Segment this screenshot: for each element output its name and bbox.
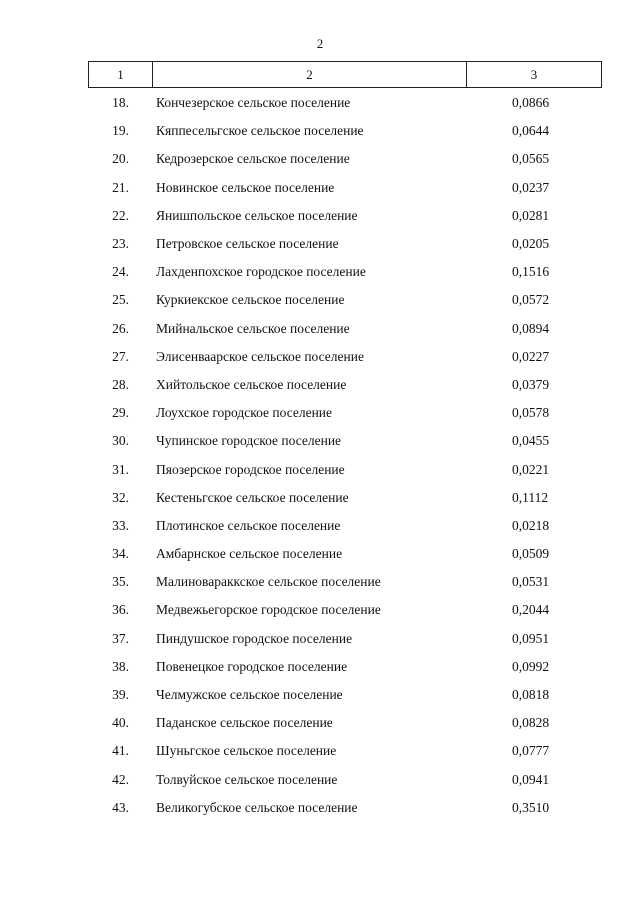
coefficient-value: 0,0578 (512, 405, 550, 421)
row-number: 31. (112, 461, 129, 477)
row-number: 33. (112, 517, 129, 533)
table-row (88, 766, 602, 794)
table-row (88, 540, 602, 568)
table-row (88, 794, 602, 822)
row-number: 40. (112, 715, 129, 731)
settlement-name: Мийнальское сельское поселение (156, 320, 350, 336)
settlement-name: Медвежьегорское городское поселение (156, 602, 381, 618)
settlement-name: Кестеньгское сельское поселение (156, 489, 349, 505)
settlement-name: Великогубское сельское поселение (156, 799, 358, 815)
coefficient-value: 0,0531 (512, 574, 550, 590)
settlement-name: Шуньгское сельское поселение (156, 743, 337, 759)
settlement-name: Лоухское городское поселение (156, 405, 333, 421)
table-row (88, 174, 602, 202)
coefficient-value: 0,0941 (512, 771, 550, 787)
coefficient-value: 0,0221 (512, 461, 550, 477)
table-row (88, 202, 602, 230)
row-number: 27. (112, 348, 129, 364)
table-row (88, 625, 602, 653)
settlement-name: Толвуйское сельское поселение (156, 771, 338, 787)
row-number: 39. (112, 687, 129, 703)
settlement-name: Повенецкое городское поселение (156, 658, 348, 674)
row-number: 24. (112, 264, 129, 280)
settlement-name: Пяозерское городское поселение (156, 461, 345, 477)
coefficient-value: 0,0218 (512, 517, 550, 533)
table-row (88, 399, 602, 427)
settlement-name: Малиновараккское сельское поселение (156, 574, 381, 590)
row-number: 38. (112, 658, 129, 674)
table-row (88, 653, 602, 681)
coefficient-value: 0,0281 (512, 207, 550, 223)
page-number: 2 (316, 36, 324, 51)
row-number: 37. (112, 630, 129, 646)
settlement-name: Лахденпохское городское поселение (156, 264, 366, 280)
coefficient-value: 0,1112 (512, 489, 549, 505)
column-header-3: 3 (530, 66, 538, 82)
coefficient-value: 0,0379 (512, 376, 550, 392)
settlement-name: Паданское сельское поселение (156, 715, 333, 731)
row-number: 29. (112, 405, 129, 421)
settlement-name: Петровское сельское поселение (156, 236, 339, 252)
coefficient-value: 0,3510 (512, 799, 550, 815)
coefficient-value: 0,2044 (512, 602, 550, 618)
row-number: 18. (112, 95, 129, 111)
settlement-name: Амбарнское сельское поселение (156, 546, 343, 562)
settlement-name: Челмужское сельское поселение (156, 687, 343, 703)
table-row (88, 596, 602, 624)
settlement-name: Хийтольское сельское поселение (156, 376, 347, 392)
row-number: 25. (112, 292, 129, 308)
table-row (88, 89, 602, 117)
row-number: 34. (112, 546, 129, 562)
settlement-name: Куркиекское сельское поселение (156, 292, 345, 308)
coefficient-value: 0,0777 (512, 743, 550, 759)
row-number: 32. (112, 489, 129, 505)
table-row (88, 145, 602, 173)
row-number: 19. (112, 123, 129, 139)
row-number: 43. (112, 799, 129, 815)
table-row (88, 371, 602, 399)
coefficient-value: 0,0565 (512, 151, 550, 167)
table-row (88, 258, 602, 286)
coefficient-value: 0,0644 (512, 123, 550, 139)
settlement-name: Янишпольское сельское поселение (156, 207, 358, 223)
coefficient-value: 0,0205 (512, 236, 550, 252)
column-header-2: 2 (153, 62, 467, 87)
settlement-name: Новинское сельское поселение (156, 179, 335, 195)
table-row (88, 427, 602, 455)
settlement-name: Пиндушское городское поселение (156, 630, 353, 646)
table-row (88, 343, 602, 371)
coefficient-value: 0,0894 (512, 320, 550, 336)
table-row (88, 315, 602, 343)
coefficient-value: 0,0509 (512, 546, 550, 562)
coefficient-value: 0,0828 (512, 715, 550, 731)
row-number: 30. (112, 433, 129, 449)
coefficient-value: 0,0572 (512, 292, 550, 308)
settlement-name: Плотинское сельское поселение (156, 517, 341, 533)
settlement-name: Кончезерское сельское поселение (156, 95, 351, 111)
row-number: 41. (112, 743, 129, 759)
row-number: 21. (112, 179, 129, 195)
allocation-table (88, 61, 602, 822)
coefficient-value: 0,0237 (512, 179, 550, 195)
coefficient-value: 0,0227 (512, 348, 550, 364)
table-row (88, 117, 602, 145)
table-row (88, 455, 602, 483)
settlement-name: Кедрозерское сельское поселение (156, 151, 350, 167)
table-row (88, 230, 602, 258)
row-number: 26. (112, 320, 129, 336)
table-row (88, 286, 602, 314)
table-row (88, 484, 602, 512)
settlement-name: Кяппесельгское сельское поселение (156, 123, 364, 139)
coefficient-value: 0,0818 (512, 687, 550, 703)
table-row (88, 512, 602, 540)
row-number: 36. (112, 602, 129, 618)
coefficient-value: 0,0866 (512, 95, 550, 111)
row-number: 23. (112, 236, 129, 252)
table-body (88, 89, 602, 822)
settlement-name: Чупинское городское поселение (156, 433, 342, 449)
table-row (88, 709, 602, 737)
coefficient-value: 0,1516 (512, 264, 550, 280)
row-number: 28. (112, 376, 129, 392)
settlement-name: Элисенваарское сельское поселение (156, 348, 364, 364)
column-header-1: 1 (89, 62, 153, 87)
table-row (88, 568, 602, 596)
table-header-row (88, 61, 602, 88)
table-row (88, 737, 602, 765)
coefficient-value: 0,0992 (512, 658, 550, 674)
row-number: 35. (112, 574, 129, 590)
row-number: 42. (112, 771, 129, 787)
table-row (88, 681, 602, 709)
coefficient-value: 0,0951 (512, 630, 550, 646)
row-number: 22. (112, 207, 129, 223)
coefficient-value: 0,0455 (512, 433, 550, 449)
row-number: 20. (112, 151, 129, 167)
